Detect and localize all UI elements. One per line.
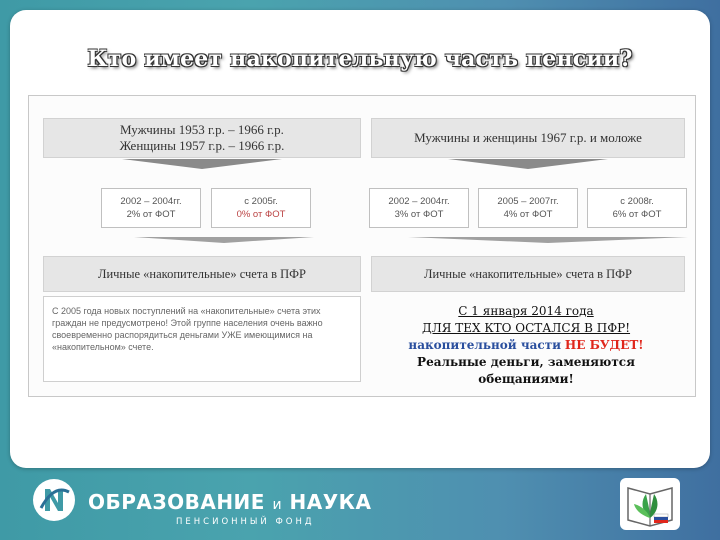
rate-label: 2% от ФОТ [126,209,176,220]
left-group-header [43,118,361,158]
rate-label: 3% от ФОТ [394,209,444,220]
left-period-box [101,188,201,228]
period-label: с 2008г. [620,196,654,207]
union-emblem-icon [618,474,682,534]
left-accounts-label [43,256,361,292]
page-title: Кто имеет накопительную часть пенсии? [87,46,633,72]
rate-label: 6% от ФОТ [612,209,662,220]
left-period-arrow [134,237,314,243]
left-group-header-line2: Женщины 1957 г.р. – 1966 г.р. [119,138,285,153]
left-period-box [211,188,311,228]
period-label: 2002 – 2004гг. [388,196,450,207]
rate-label: 0% от ФОТ [236,209,286,220]
announcement-line3a: накопительной части [408,338,562,352]
right-accounts-label [371,256,685,292]
right-group-header [371,118,685,158]
right-group-header-label: Мужчины и женщины 1967 г.р. и моложе [414,130,642,145]
period-label: 2002 – 2004гг. [120,196,182,207]
announcement-line5: обещаниями! [478,372,574,386]
announcement-line4: Реальные деньги, заменяются [417,355,635,369]
right-period-box [587,188,687,228]
right-header-arrow [448,159,608,169]
rate-label: 4% от ФОТ [503,209,553,220]
left-group-header-line1: Мужчины 1953 г.р. – 1966 г.р. [120,122,284,137]
announcement-line3b: НЕ БУДЕТ! [564,338,644,352]
announcement-line3 [366,337,686,354]
period-label: 2005 – 2007гг. [497,196,559,207]
right-period-arrow [408,237,688,243]
left-note: С 2005 года новых поступлений на «накопительные» счета этих граждан не предусмотрено! Этой группе населения очень важно своевременно распорядиться деньгами УЖЕ имеющимися на «накопительном» счете. [43,296,361,382]
announcement-line1: С 1 января 2014 года [458,304,594,318]
brand-logo-icon [32,478,76,522]
right-accounts-text: Личные «накопительные» счета в ПФР [423,266,633,281]
announcement-line2: ДЛЯ ТЕХ КТО ОСТАЛСЯ В ПФР! [421,321,631,335]
right-period-box [369,188,469,228]
left-accounts-text: Личные «накопительные» счета в ПФР [97,266,307,281]
announcement [366,303,686,388]
right-period-box [478,188,578,228]
period-label: с 2005г. [244,196,278,207]
brand-name-a: ОБРАЗОВАНИЕ [88,490,265,514]
brand-name-b: НАУКА [289,490,372,514]
brand-name-and: и [272,497,283,513]
brand-subtitle: ПЕНСИОННЫЙ ФОНД [176,517,315,527]
brand-name [88,490,371,514]
left-header-arrow [122,159,282,169]
